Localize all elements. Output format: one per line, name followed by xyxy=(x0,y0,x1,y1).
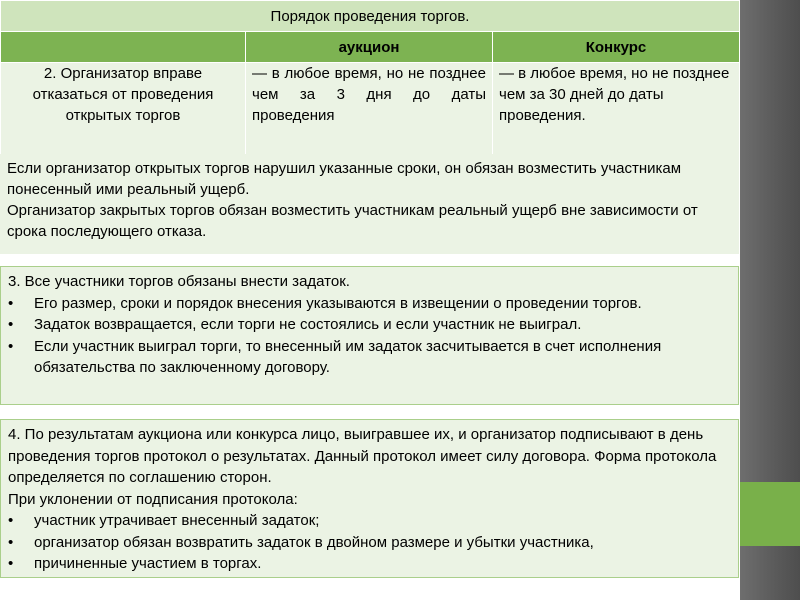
section-deposit xyxy=(0,266,739,405)
section-deposit-heading: 3. Все участники торгов обязаны внести задаток. xyxy=(8,273,350,290)
section-protocol xyxy=(0,419,739,578)
note-line-open-tenders: Если организатор открытых торгов нарушил указанные сроки, он обязан возместить участникам понесенный ими реальный ущерб. xyxy=(7,160,682,198)
header-empty-cell xyxy=(1,32,246,63)
cell-contest: — в любое время, но не позднее чем за 30 дней до даты проведения. xyxy=(493,63,740,155)
list-item: • Если участник выиграл торги, то внесенный им задаток засчитывается в счет исполнения обязательства по заключенному договору. xyxy=(8,336,731,379)
list-item: • участник утрачивает внесенный задаток; xyxy=(8,510,731,532)
section-protocol-list xyxy=(8,510,731,575)
header-auction: аукцион xyxy=(246,32,493,63)
table-row xyxy=(1,63,740,155)
row-label: 2. Организатор вправе отказаться от проведения открытых торгов xyxy=(1,63,246,155)
cell-auction: — в любое время, но не позднее чем за 3 дня до даты проведения xyxy=(246,63,493,155)
accent-bar xyxy=(740,482,800,546)
comparison-table xyxy=(0,0,740,155)
list-item: • причиненные участием в торгах. xyxy=(8,553,731,575)
note-block xyxy=(0,154,739,254)
section-protocol-paragraph: 4. По результатам аукциона или конкурса лицо, выигравшее их, и организатор подписывают в день проведения торгов протокол о результатах. Данный протокол имеет силу договора. Форма протокола определяется по соглашению сторон. xyxy=(8,426,717,486)
table-title: Порядок проведения торгов. xyxy=(1,1,740,32)
list-item: • организатор обязан возвратить задаток в двойном размере и убытки участника, xyxy=(8,532,731,554)
header-contest: Конкурс xyxy=(493,32,740,63)
list-item: • Его размер, сроки и порядок внесения указываются в извещении о проведении торгов. xyxy=(8,293,731,315)
table-header-row xyxy=(1,32,740,63)
list-item: • Задаток возвращается, если торги не состоялись и если участник не выиграл. xyxy=(8,314,731,336)
note-line-closed-tenders: Организатор закрытых торгов обязан возместить участникам реальный ущерб вне зависимости от срока последующего отказа. xyxy=(7,202,698,240)
table-title-row xyxy=(1,1,740,32)
section-deposit-list xyxy=(8,293,731,379)
section-protocol-subheading: При уклонении от подписания протокола: xyxy=(8,490,298,508)
